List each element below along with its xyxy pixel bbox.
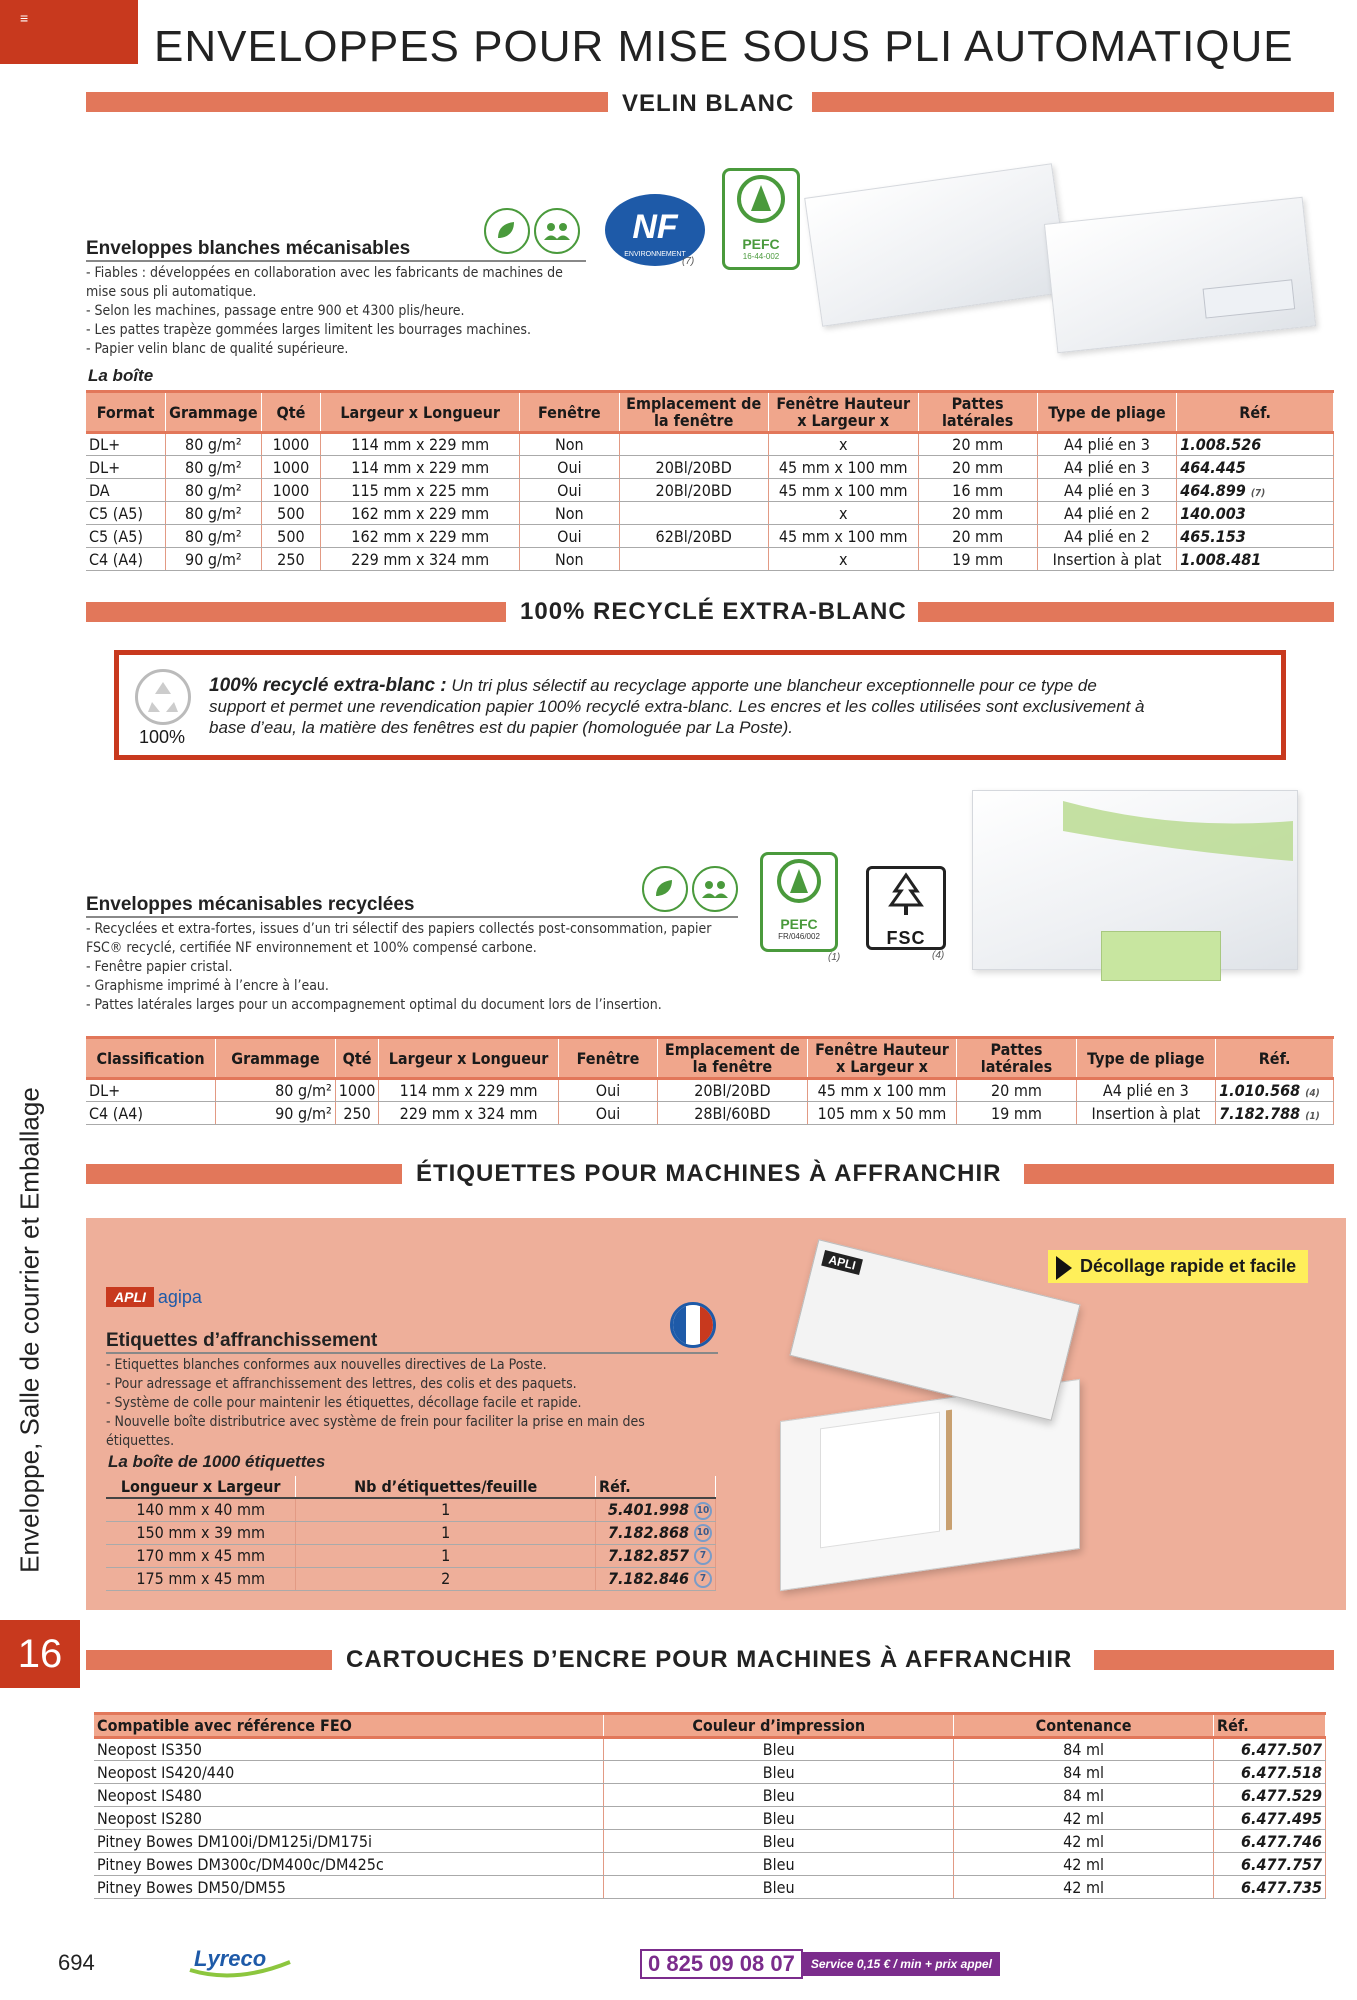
table-row: DL+ 80 g/m² 1000 114 mm x 229 mm Oui 20Bl/20BD 45 mm x 100 mm 20 mm A4 plié en 3 1.010.568 (4) (86, 1079, 1334, 1102)
section-bar-left (86, 602, 506, 622)
section-bar-right (1094, 1650, 1334, 1670)
phone-number: 0 825 09 08 07 (640, 1949, 803, 1979)
phone-banner[interactable] (640, 1950, 1000, 1978)
table-row: Pitney Bowes DM50/DM55 Bleu 42 ml 6.477.735 (94, 1876, 1326, 1899)
page-title: ENVELOPPES POUR MISE SOUS PLI AUTOMATIQUE (154, 22, 1294, 71)
labels-table (106, 1476, 716, 1591)
envelope-photo-2 (1044, 197, 1316, 353)
table-row: Neopost IS350 Bleu 84 ml 6.477.507 (94, 1738, 1326, 1761)
lyreco-logo: Lyreco (186, 1940, 296, 1984)
table-row: C5 (A5) 80 g/m² 500 162 mm x 229 mm Oui 62Bl/20BD 45 mm x 100 mm 20 mm A4 plié en 2 465.153 (86, 525, 1334, 548)
fsc-logo: FSC (866, 866, 946, 950)
nf-environnement-logo: NF ENVIRONNEMENT (7) (600, 190, 710, 270)
table-row: DL+ 80 g/m² 1000 114 mm x 229 mm Oui 20Bl/20BD 45 mm x 100 mm 20 mm A4 plié en 3 464.445 (86, 456, 1334, 479)
table-row: Pitney Bowes DM100i/DM125i/DM175i Bleu 42 ml 6.477.746 (94, 1830, 1326, 1853)
menu-button[interactable] (0, 0, 138, 64)
table-row: DL+ 80 g/m² 1000 114 mm x 229 mm Non x 20 mm A4 plié en 3 1.008.526 (86, 433, 1334, 456)
table-row: Neopost IS480 Bleu 84 ml 6.477.529 (94, 1784, 1326, 1807)
section-bar-left (86, 92, 608, 112)
section-bar-right (1024, 1164, 1334, 1184)
table-header-row: Longueur x Largeur Nb d’étiquettes/feuille Réf. (106, 1476, 716, 1498)
fsc-note: (4) (932, 950, 945, 961)
table-row: C5 (A5) 80 g/m² 500 162 mm x 229 mm Non x 20 mm A4 plié en 2 140.003 (86, 502, 1334, 525)
recycled-info-box (114, 650, 1286, 760)
menu-icon: ≡ (20, 10, 29, 26)
table-row: Pitney Bowes DM300c/DM400c/DM425c Bleu 42 ml 6.477.757 (94, 1853, 1326, 1876)
page-number: 694 (58, 1950, 95, 1975)
svg-text:NF: NF (632, 208, 678, 246)
recycled-description: 100% recyclé extra-blanc : Un tri plus sélectif au recyclage apporte une blancheur exceptionnelle pour ce type de support et permet une revendication papier 100% recyclé extra-blanc. Les encres et les colles utilisées sont exclusivement à base d’eau, la matière des fenêtres est du papier (homologuée par La Poste). (209, 675, 1145, 737)
section-bar-left (86, 1650, 332, 1670)
envelope-photo-1 (804, 163, 1070, 327)
box-label: La boîte de 1000 étiquettes (108, 1452, 326, 1471)
chapter-title: Enveloppe, Salle de courrier et Emballage (14, 1087, 45, 1573)
box-label: La boîte (88, 366, 154, 385)
table-row: 170 mm x 45 mm 1 7.182.857 7 (106, 1544, 716, 1567)
pefc-note: (1) (828, 952, 841, 963)
envelope-table-recycle (86, 1036, 1334, 1125)
section-title-velin: VELIN BLANC (622, 90, 795, 117)
product-title-blanches: Enveloppes blanches mécanisables (86, 238, 586, 262)
table-row: 140 mm x 40 mm 1 5.401.998 10 (106, 1498, 716, 1521)
table-header-row: Format Grammage Qté Largeur x Longueur Fenêtre Emplacement de la fenêtre Fenêtre Hauteur x Largeur x Pattes latérales Type de pliage Réf. (86, 392, 1334, 433)
section-bar-right (812, 92, 1334, 112)
section-title-etiquettes: ÉTIQUETTES POUR MACHINES À AFFRANCHIR (416, 1160, 1002, 1187)
table-row: C4 (A4) 90 g/m² 250 229 mm x 324 mm Oui 28Bl/60BD 105 mm x 50 mm 19 mm Insertion à plat 7.182.788 (1) (86, 1102, 1334, 1125)
label-box-photo: APLI (760, 1250, 1100, 1590)
table-header-row: Classification Grammage Qté Largeur x Longueur Fenêtre Emplacement de la fenêtre Fenêtre Hauteur x Largeur x Pattes latérales Type de pliage Réf. (86, 1038, 1334, 1079)
product-bullets-etiquettes: - Etiquettes blanches conformes aux nouvelles directives de La Poste. - Pour adressage et affranchissement des lettres, des colis et des paquets. - Système de colle pour maintenir les étiquettes, décollage facile et rapide. - Nouvelle boîte distributrice avec système de frein pour faciliter la prise en main des étiquettes. (106, 1357, 645, 1449)
recycled-envelope-photo (972, 790, 1298, 970)
recycle-percent: 100% (139, 727, 186, 747)
svg-text:ENVIRONNEMENT: ENVIRONNEMENT (624, 251, 686, 258)
table-row: 150 mm x 39 mm 1 7.182.868 10 (106, 1521, 716, 1544)
section-title-recycle: 100% RECYCLÉ EXTRA-BLANC (520, 598, 907, 625)
apli-agipa-logo: APLI agipa (106, 1284, 202, 1310)
ink-cartridges-table (94, 1712, 1326, 1899)
product-bullets-blanches: - Fiables : développées en collaboration avec les fabricants de machines de mise sous pli automatique. - Selon les machines, passage entre 900 et 4300 plis/heure. - Les pattes trapèze gommées larges limitent les bourrages machines. - Papier velin blanc de qualité supérieure. (86, 265, 563, 357)
table-row: Neopost IS280 Bleu 42 ml 6.477.495 (94, 1807, 1326, 1830)
chapter-number: 16 (0, 1620, 80, 1688)
product-title-etiquettes: Etiquettes d’affranchissement (106, 1330, 718, 1354)
envelope-table-velin (86, 390, 1334, 571)
table-row: C4 (A4) 90 g/m² 250 229 mm x 324 mm Non x 19 mm Insertion à plat 1.008.481 (86, 548, 1334, 571)
service-rate: Service 0,15 € / min + prix appel (803, 1952, 1000, 1976)
table-header-row: Compatible avec référence FEO Couleur d’impression Contenance Réf. (94, 1714, 1326, 1738)
recycle-icon (135, 669, 191, 725)
table-row: 175 mm x 45 mm 2 7.182.846 7 (106, 1567, 716, 1590)
quick-release-callout: Décollage rapide et facile (1048, 1250, 1308, 1283)
pefc-logo: PEFC 16-44-002 (722, 168, 800, 270)
table-row: DA 80 g/m² 1000 115 mm x 225 mm Oui 20Bl/20BD 45 mm x 100 mm 16 mm A4 plié en 3 464.899 (7) (86, 479, 1334, 502)
product-title-recyclees: Enveloppes mécanisables recyclées (86, 894, 738, 918)
pefc-logo: PEFC FR/046/002 (760, 852, 838, 952)
section-bar-left (86, 1164, 402, 1184)
section-bar-right (918, 602, 1334, 622)
section-title-cartouches: CARTOUCHES D’ENCRE POUR MACHINES À AFFRANCHIR (346, 1646, 1073, 1673)
table-row: Neopost IS420/440 Bleu 84 ml 6.477.518 (94, 1761, 1326, 1784)
product-bullets-recyclees: - Recyclées et extra-fortes, issues d’un tri sélectif des papiers collectés post-consommation, papier FSC® recyclé, certifiée NF environnement et 100% compensé carbone. - Fenêtre papier cristal. - Graphisme imprimé à l’encre à l’eau. - Pattes latérales larges pour un accompagnement optimal du document lors de l’insertion. (86, 921, 712, 1013)
